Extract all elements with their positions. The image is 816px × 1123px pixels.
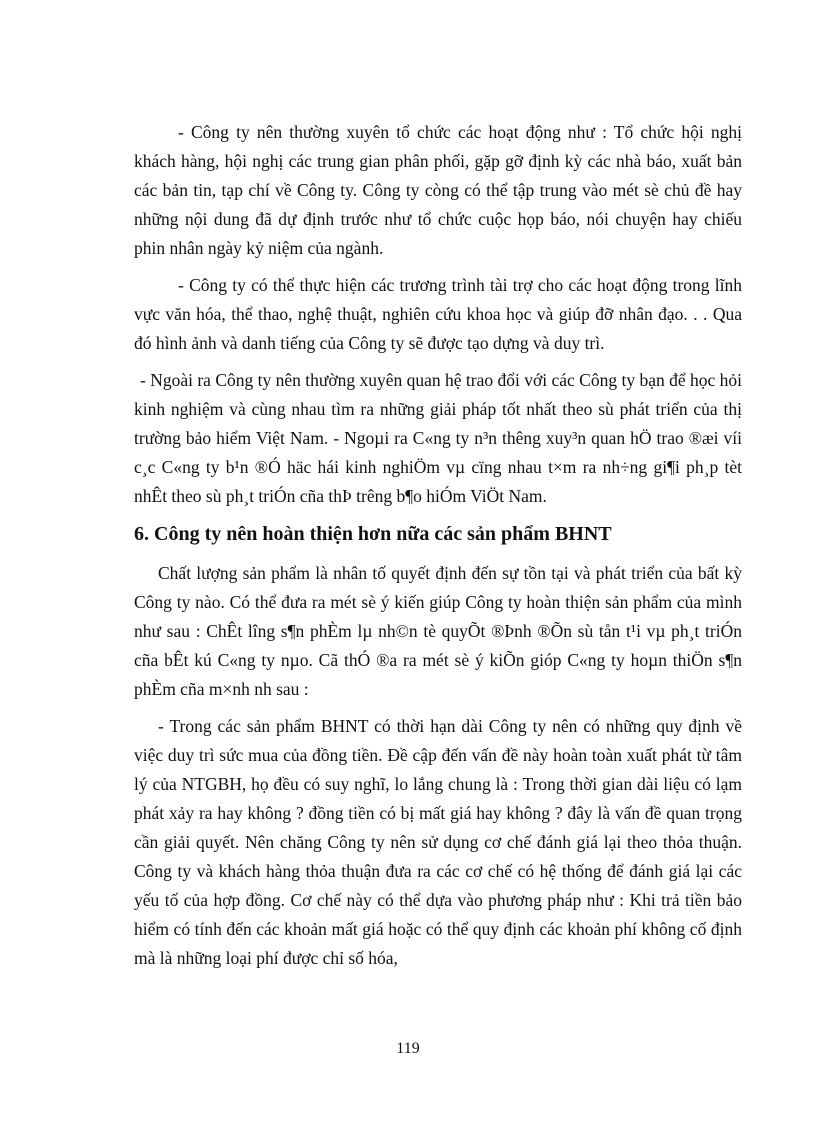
paragraph-purchasing-power: - Trong các sản phẩm BHNT có thời hạn dài Công ty nên có những quy định về việc duy trì sức mua của đồng tiền. Đề cập đến vấn đề này hoàn toàn xuất phát từ tâm lý của NTGBH, họ đều có suy nghĩ, lo lắng chung là : Trong thời gian dài liệu có lạm phát xảy ra hay không ? đồng tiền có bị mất giá hay không ? đây là vấn đề quan trọng cần giải quyết. Nên chăng Công ty nên sử dụng cơ chế đánh giá lại theo thỏa thuận. Công ty và khách hàng thỏa thuận đưa ra các cơ chế có hệ thống để đánh giá lại các yếu tố của hợp đồng. Cơ chế này có thể dựa vào phương pháp như : Khi trả tiền bảo hiểm có tính đến các khoản mất giá hoặc có thể quy định các khoản phí không cố định mà là những loại phí được chỉ số hóa, (134, 716, 742, 968)
paragraph-sponsorship: - Công ty có thể thực hiện các trương trình tài trợ cho các hoạt động trong lĩnh vực văn hóa, thể thao, nghệ thuật, nghiên cứu khoa học và giúp đỡ nhân đạo. . . Qua đó hình ảnh và danh tiếng của Công ty sẽ được tạo dựng và duy trì. (134, 275, 742, 353)
page-number: 119 (396, 1040, 420, 1057)
paragraph-product-quality: Chất lượng sản phẩm là nhân tố quyết định đến sự tồn tại và phát triển của bất kỳ Công ty nào. Có thể đưa ra mét sè ý kiến giúp Công ty hoàn thiện sản phẩm của mình như sau : ChÊt lîng s¶n phÈm lµ nh©n tè quyÕt ®Þnh ®Õn sù tån t¹i vµ ph¸t triÓn cña bÊt kú C«ng ty nµo. Cã thÓ ®a ra mét sè ý kiÕn gióp C«ng ty hoµn thiÖn s¶n phÈm cña m×nh nh sau : (134, 563, 742, 699)
paragraph-events: - Công ty nên thường xuyên tổ chức các hoạt động như : Tổ chức hội nghị khách hàng, hội nghị các trung gian phân phối, gặp gỡ định kỳ các nhà báo, xuất bản các bản tin, tạp chí về Công ty. Công ty còng có thể tập trung vào mét sè chủ đề hay những nội dung đã dự định trước như tổ chức cuộc họp báo, nói chuyện hay chiếu phin nhân ngày kỷ niệm của ngành. (134, 122, 742, 258)
section-heading: 6. Công ty nên hoàn thiện hơn nữa các sản phẩm BHNT (134, 523, 612, 545)
paragraph-relations: - Ngoài ra Công ty nên thường xuyên quan hệ trao đổi với các Công ty bạn để học hỏi kinh nghiệm và cùng nhau tìm ra những giải pháp tốt nhất theo sù phát triển của thị trường bảo hiểm Việt Nam. - Ngoµi ra C«ng ty n³n thêng xuy³n quan hÖ trao ®æi víi c¸c C«ng ty b¹n ®Ó häc hái kinh nghiÖm vµ cïng nhau t×m ra nh÷ng gi¶i ph¸p tèt nhÊt theo sù ph¸t triÓn cña thÞ trêng b¶o hiÓm ViÖt Nam. (134, 370, 742, 506)
page-content (134, 118, 742, 981)
